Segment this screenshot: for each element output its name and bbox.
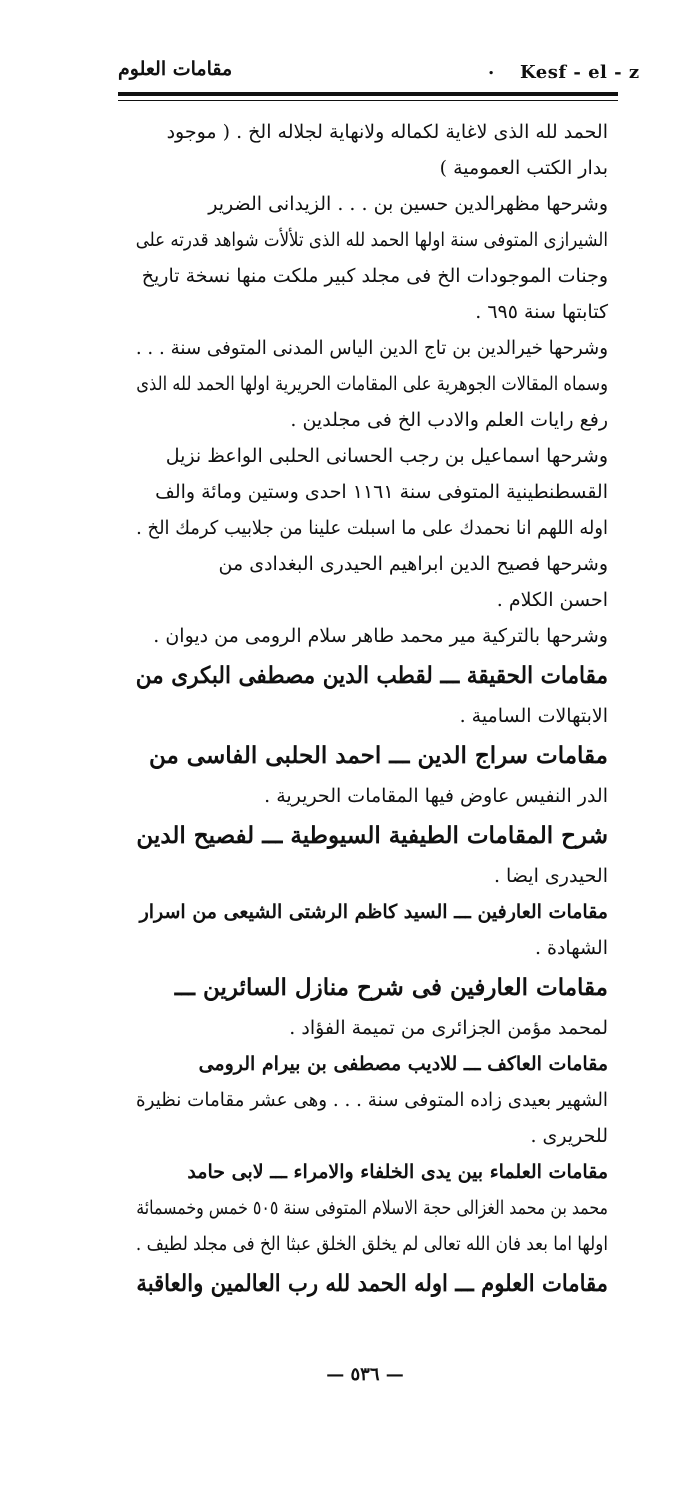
- text-line: وشرحها بالتركية مير محمد طاهر سلام الرومى من ديوان .: [153, 625, 608, 647]
- entry-heading-line: مقامات العارفين فى شرح منازل السائرين ـــ: [174, 974, 608, 1001]
- text-line: الشيرازى المتوفى سنة اولها الحمد لله الذى تلألأت شواهد قدرته على: [135, 229, 608, 251]
- text-line: مقامات العارفين ـــ السيد كاظم الرشتى الشيعى من اسرار: [139, 901, 608, 923]
- text-line: وسماه المقالات الجوهرية على المقامات الحريرية اولها الحمد لله الذى: [136, 373, 608, 395]
- running-title: مقامات العلوم: [118, 58, 233, 80]
- entry-heading-line: شرح المقامات الطيفية السيوطية ـــ لفصيح الدين: [136, 822, 608, 849]
- header-rule-thin: [118, 100, 618, 101]
- text-line: اوله اللهم انا نحمدك على ما اسبلت علينا من جلابيب كرمك الخ .: [136, 517, 608, 539]
- text-line: الشهير بعيدى زاده المتوفى سنة . . . وهى عشر مقامات نظيرة: [136, 1089, 608, 1111]
- page-header: [118, 56, 640, 86]
- text-line: محمد بن محمد الغزالى حجة الاسلام المتوفى سنة ٥٠٥ خمس وخمسمائة: [136, 1197, 608, 1219]
- text-line: احسن الكلام .: [496, 589, 608, 611]
- text-line: الحمد لله الذى لاغاية لكماله ولانهاية لجلاله الخ . ( موجود: [166, 121, 608, 143]
- entry-heading-line: مقامات العلوم ـــ اوله الحمد لله رب العالمين والعاقبة: [136, 1270, 608, 1297]
- text-line: القسطنطينية المتوفى سنة ١١٦١ احدى وستين ومائة والف: [155, 481, 608, 503]
- text-line: مقامات العلماء بين يدى الخلفاء والامراء ـــ لابى حامد: [187, 1161, 608, 1183]
- text-line: الحيدرى ايضا .: [493, 865, 608, 887]
- text-line: للحريرى .: [530, 1125, 608, 1147]
- header-rule-thick: [118, 92, 618, 96]
- text-line: اولها اما بعد فان الله تعالى لم يخلق الخلق عبثا الخ فى مجلد لطيف .: [135, 1233, 608, 1255]
- text-line: بدار الكتب العمومية ): [439, 157, 608, 179]
- text-line: وشرحها اسماعيل بن رجب الحسانى الحلبى الواعظ نزيل: [165, 445, 608, 467]
- text-line: الابتهالات السامية .: [459, 705, 608, 727]
- entry-heading-line: مقامات الحقيقة ـــ لقطب الدين مصطفى البكرى من: [135, 662, 608, 689]
- text-line: وجنات الموجودات الخ فى مجلد كبير ملكت منها نسخة تاريخ: [141, 265, 608, 287]
- text-line: وشرحها مظهرالدين حسين بن . . . الزيدانى الضرير: [208, 193, 608, 215]
- book-title-latin: Kesf - el - z: [520, 62, 640, 83]
- text-line: رفع رايات العلم والادب الخ فى مجلدين .: [290, 409, 608, 431]
- page-number: — ٥٣٦ —: [326, 1364, 404, 1385]
- entry-heading-line: مقامات سراج الدين ـــ احمد الحلبى الفاسى من: [148, 742, 608, 769]
- text-line: وشرحها فصيح الدين ابراهيم الحيدرى البغدادى من: [218, 553, 608, 575]
- text-line: الدر النفيس عاوض فيها المقامات الحريرية .: [264, 785, 608, 807]
- text-line: مقامات العاكف ـــ للاديب مصطفى بن بيرام الرومى: [198, 1053, 608, 1075]
- text-line: كتابتها سنة ٦٩٥ .: [475, 301, 608, 323]
- body-text: [136, 114, 608, 1306]
- text-line: لمحمد مؤمن الجزائرى من تميمة الفؤاد .: [289, 1017, 608, 1039]
- text-line: وشرحها خيرالدين بن تاج الدين الياس المدنى المتوفى سنة . . .: [135, 337, 609, 359]
- text-line: الشهادة .: [534, 937, 608, 959]
- header-dot: .: [488, 58, 495, 79]
